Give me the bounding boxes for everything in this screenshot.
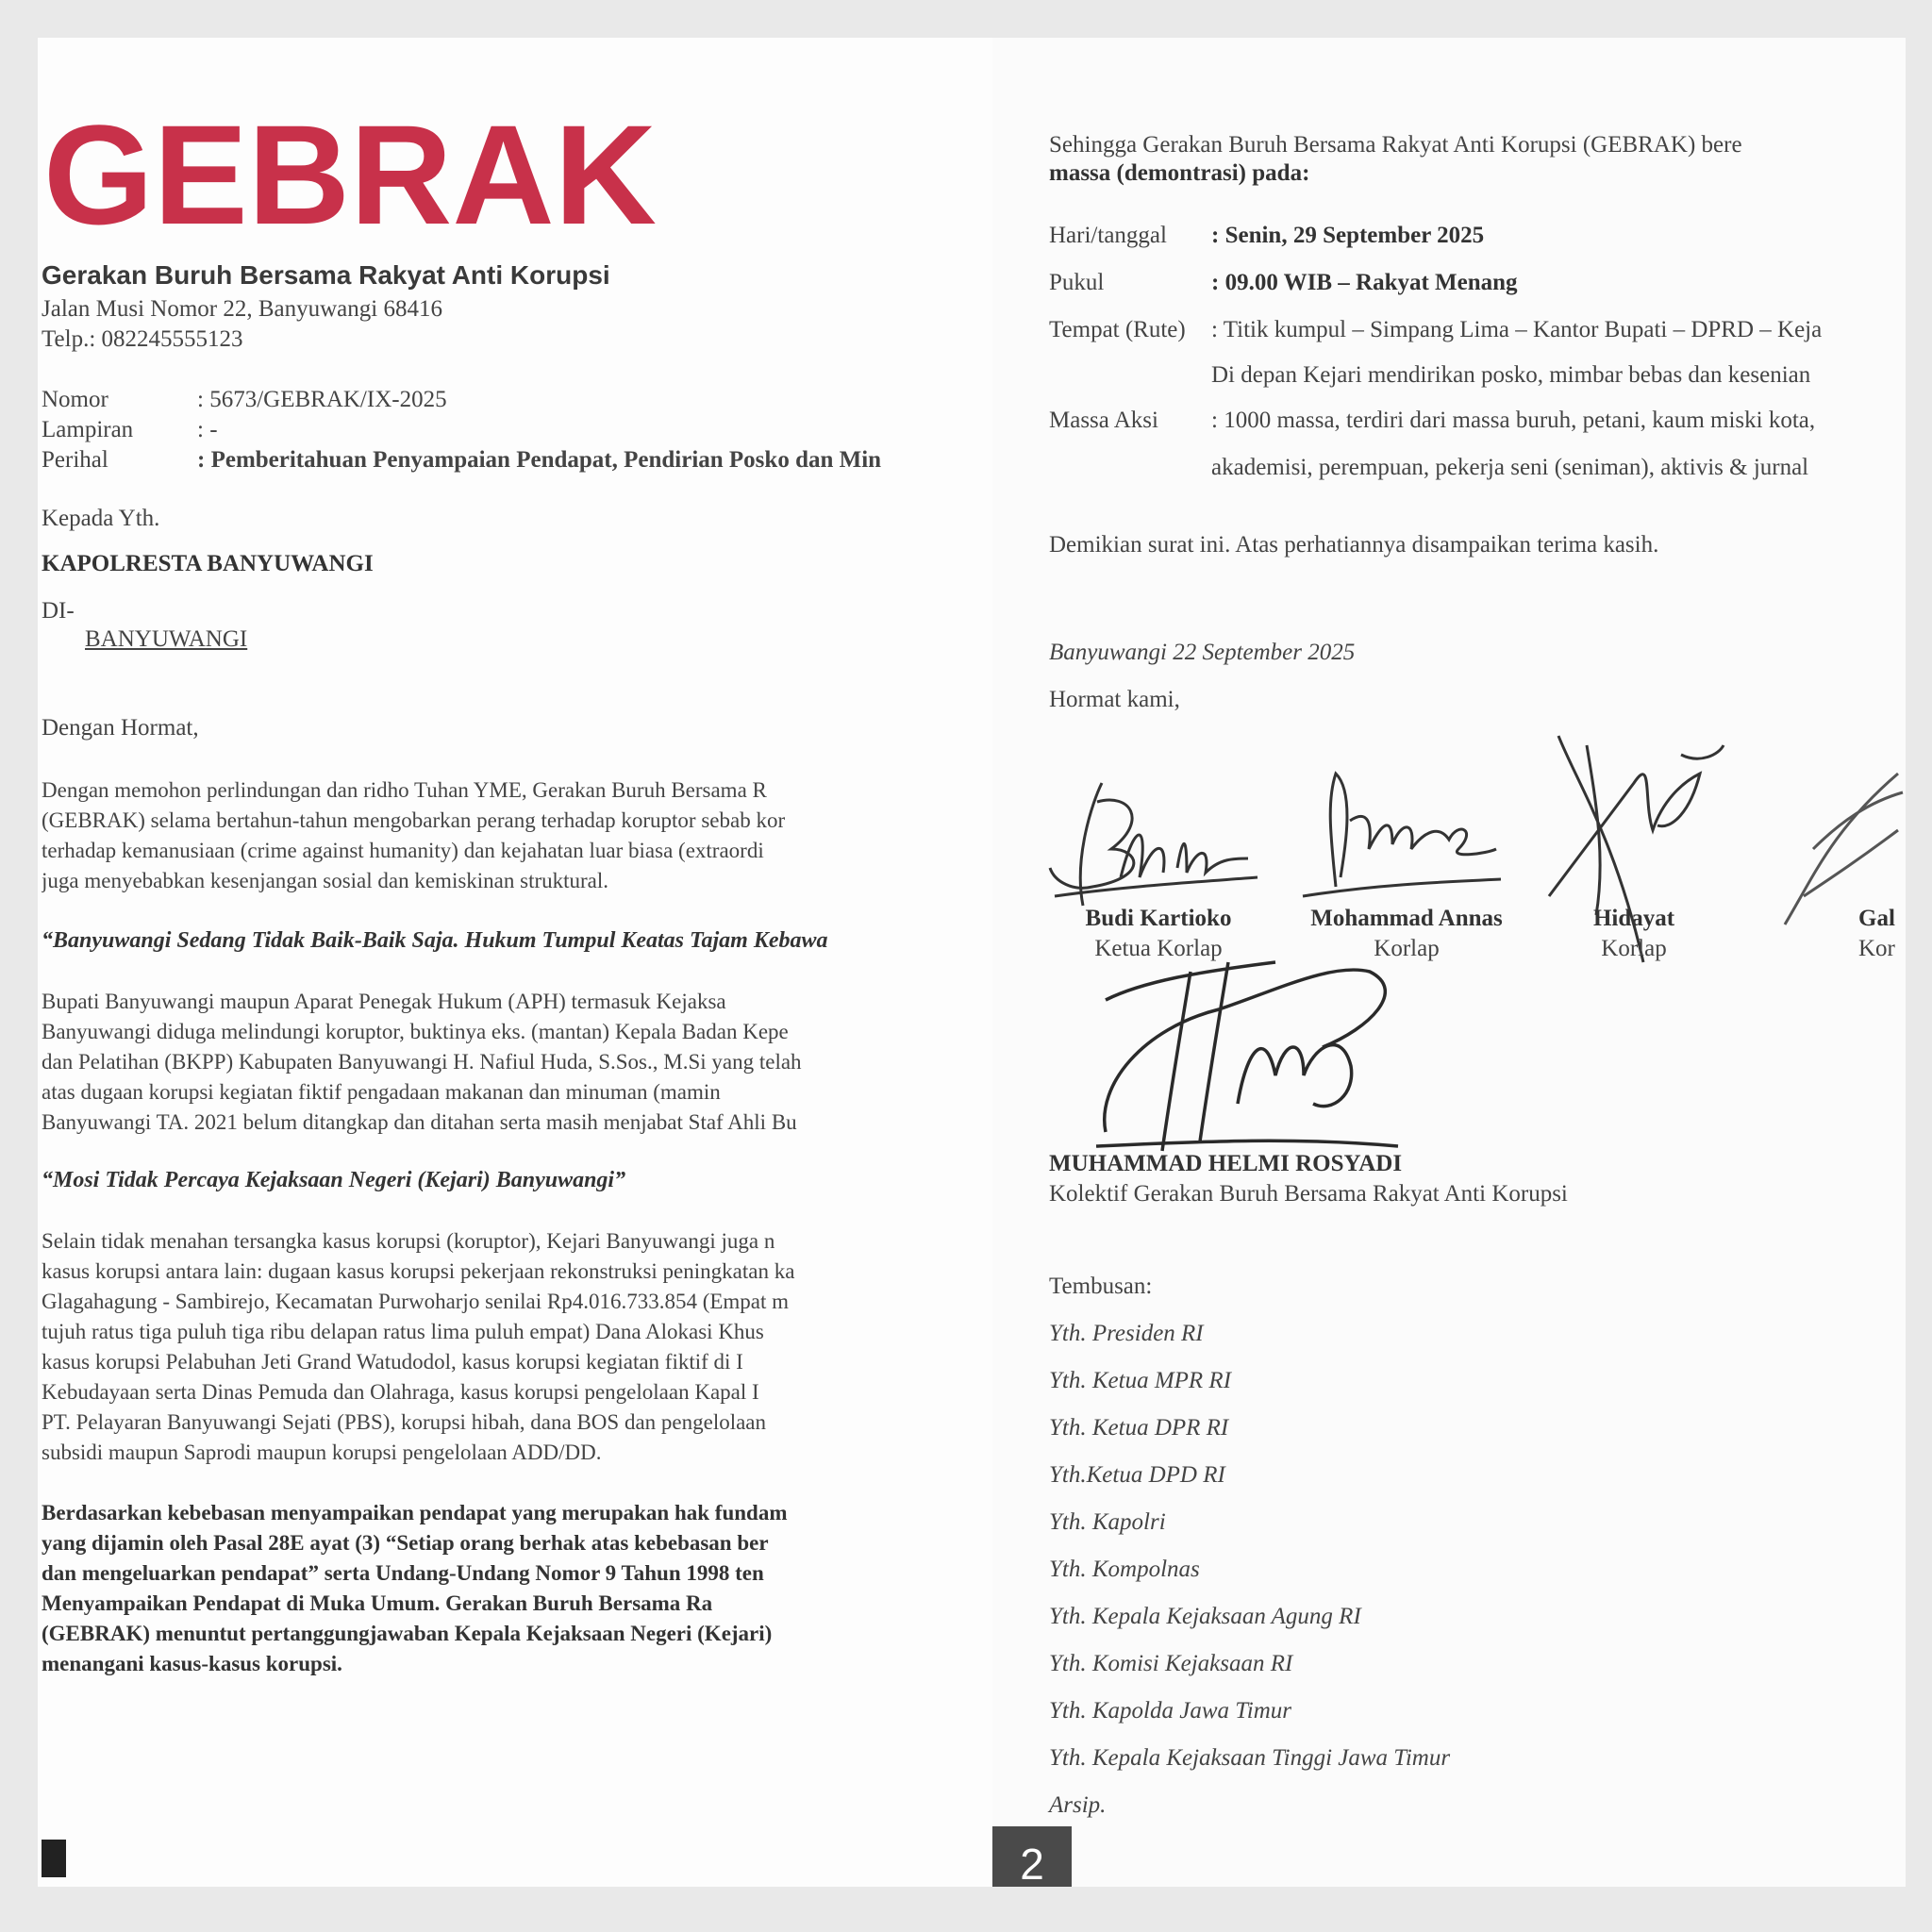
detail-massa: Massa Aksi : 1000 massa, terdiri dari massa buruh, petani, kaum miski kota, <box>1049 408 1816 433</box>
recipient: KAPOLRESTA BANYUWANGI <box>42 551 374 576</box>
signature-hidayat <box>1540 726 1728 972</box>
cc-item: Yth. Komisi Kejaksaan RI <box>1049 1651 1293 1676</box>
meta-nomor: Nomor : 5673/GEBRAK/IX-2025 <box>42 387 447 412</box>
signer-name-2: Mohammad Annas <box>1310 906 1503 931</box>
detail-pukul: Pukul : 09.00 WIB – Rakyat Menang <box>1049 270 1518 295</box>
gebrak-logo: GEBRAK <box>43 95 658 254</box>
phone: Telp.: 082245555123 <box>42 326 243 352</box>
intro-line-2: massa (demontrasi) pada: <box>1049 160 1310 186</box>
cc-item: Yth. Kapolri <box>1049 1509 1166 1535</box>
main-signer-name: MUHAMMAD HELMI ROSYADI <box>1049 1151 1403 1176</box>
detail-tempat-cont: Di depan Kejari mendirikan posko, mimbar bebas dan kesenian <box>1211 362 1811 388</box>
cc-item: Yth. Ketua DPR RI <box>1049 1415 1229 1441</box>
cc-item: Yth. Kapolda Jawa Timur <box>1049 1698 1291 1724</box>
meta-perihal: Perihal : Pemberitahuan Penyampaian Pendapat, Pendirian Posko dan Min <box>42 447 882 473</box>
signer-role-1: Ketua Korlap <box>1094 936 1223 961</box>
city: BANYUWANGI <box>85 626 248 652</box>
regards: Hormat kami, <box>1049 687 1180 712</box>
to-line: Kepada Yth. <box>42 506 160 531</box>
letter-page-1 <box>38 38 992 1887</box>
address: Jalan Musi Nomor 22, Banyuwangi 68416 <box>42 296 442 322</box>
paragraph-4: Berdasarkan kebebasan menyampaikan pendapat yang merupakan hak fundam yang dijamin oleh Pasal 28E ayat (3) “Setiap orang berhak atas kebebasan ber dan mengeluarkan pendapat” serta Undang-Undang Nomor 9 Tahun 1998 ten Menyampaikan Pendapat di Muka Umum. Gerakan Buruh Bersama Ra (GEBRAK) menuntut pertanggungjawaban Kepala Kejaksaan Negeri (Kejari) menangani kasus-kasus korupsi. <box>42 1501 788 1675</box>
quote-heading-1: “Banyuwangi Sedang Tidak Baik-Baik Saja. Hukum Tumpul Keatas Tajam Kebawa <box>42 928 828 953</box>
signer-role-4: Kor <box>1858 936 1895 961</box>
page-number-badge: 2 <box>992 1826 1072 1887</box>
cc-item: Yth.Ketua DPD RI <box>1049 1462 1225 1488</box>
quote-heading-2: “Mosi Tidak Percaya Kejaksaan Negeri (Kejari) Banyuwangi” <box>42 1168 626 1192</box>
place-date: Banyuwangi 22 September 2025 <box>1049 640 1356 665</box>
closing: Demikian surat ini. Atas perhatiannya disampaikan terima kasih. <box>1049 532 1659 558</box>
cc-item: Arsip. <box>1049 1792 1107 1818</box>
cc-item: Yth. Ketua MPR RI <box>1049 1368 1232 1393</box>
signer-role-2: Korlap <box>1374 936 1440 961</box>
paragraph-2: Bupati Banyuwangi maupun Aparat Penegak Hukum (APH) termasuk Kejaksa Banyuwangi diduga melindungi koruptor, buktinya eks. (mantan) Kepala Badan Kepe dan Pelatihan (BKPP) Kabupaten Banyuwangi H. Nafiul Huda, S.Sos., M.Si yang telah atas dugaan korupsi kegiatan fiktif pengadaan makanan dan minuman (mamin Banyuwangi TA. 2021 belum ditangkap dan ditahan serta masih menjabat Staf Ahli Bu <box>42 990 802 1134</box>
signer-name-1: Budi Kartioko <box>1085 906 1232 931</box>
detail-tempat: Tempat (Rute) : Titik kumpul – Simpang Lima – Kantor Bupati – DPRD – Keja <box>1049 317 1823 342</box>
detail-massa-cont: akademisi, perempuan, pekerja seni (seniman), aktivis & jurnal <box>1211 455 1809 480</box>
cc-item: Yth. Kepala Kejaksaan Agung RI <box>1049 1604 1361 1629</box>
cc-title: Tembusan: <box>1049 1274 1153 1299</box>
signer-name-4: Gal <box>1858 906 1895 931</box>
signer-role-3: Korlap <box>1601 936 1667 961</box>
signature-budi <box>1045 764 1262 924</box>
intro-line-1: Sehingga Gerakan Buruh Bersama Rakyat Anti Korupsi (GEBRAK) bere <box>1049 132 1742 158</box>
letter-page-2 <box>992 38 1906 1887</box>
cc-item: Yth. Presiden RI <box>1049 1321 1204 1346</box>
signer-name-3: Hidayat <box>1592 906 1675 931</box>
paragraph-3: Selain tidak menahan tersangka kasus korupsi (koruptor), Kejari Banyuwangi juga n kasus korupsi antara lain: dugaan kasus korupsi pekerjaan rekonstruksi peningkatan ka Glagahagung - Sambirejo, Kecamatan Purwoharjo senilai Rp4.016.733.854 (Empat m tujuh ratus tiga puluh tiga ribu delapan ratus lima puluh empat) Dana Alokasi Khus kasus korupsi Pelabuhan Jeti Grand Watudodol, kasus korupsi kegiatan fiktif di I Kebudayaan serta Dinas Pemuda dan Olahraga, kasus korupsi pengelolaan Kapal I PT. Pelayaran Banyuwangi Sejati (PBS), korupsi hibah, dana BOS dan pengelolaan subsidi maupun Saprodi maupun korupsi pengelolaan ADD/DD. <box>42 1229 795 1464</box>
main-signer-role: Kolektif Gerakan Buruh Bersama Rakyat Anti Korupsi <box>1049 1181 1568 1207</box>
paragraph-1: Dengan memohon perlindungan dan ridho Tuhan YME, Gerakan Buruh Bersama R (GEBRAK) selama bertahun-tahun mengobarkan perang terhadap koruptor sebab kor terhadap kemanusiaan (crime against humanity) dan kejahatan luar biasa (extraordi juga menyebabkan kesenjangan sosial dan kemiskinan struktural. <box>42 778 786 892</box>
cc-item: Yth. Kepala Kejaksaan Tinggi Jawa Timur <box>1049 1745 1451 1771</box>
signature-annas <box>1298 764 1506 906</box>
cc-item: Yth. Kompolnas <box>1049 1557 1200 1582</box>
di-label: DI- <box>42 598 75 624</box>
signature-helmi <box>1087 934 1407 1160</box>
detail-hari: Hari/tanggal : Senin, 29 September 2025 <box>1049 223 1485 248</box>
greeting: Dengan Hormat, <box>42 715 199 741</box>
org-name: Gerakan Buruh Bersama Rakyat Anti Korupsi <box>42 260 610 290</box>
meta-lampiran: Lampiran : - <box>42 417 218 442</box>
page-marker <box>42 1840 66 1877</box>
